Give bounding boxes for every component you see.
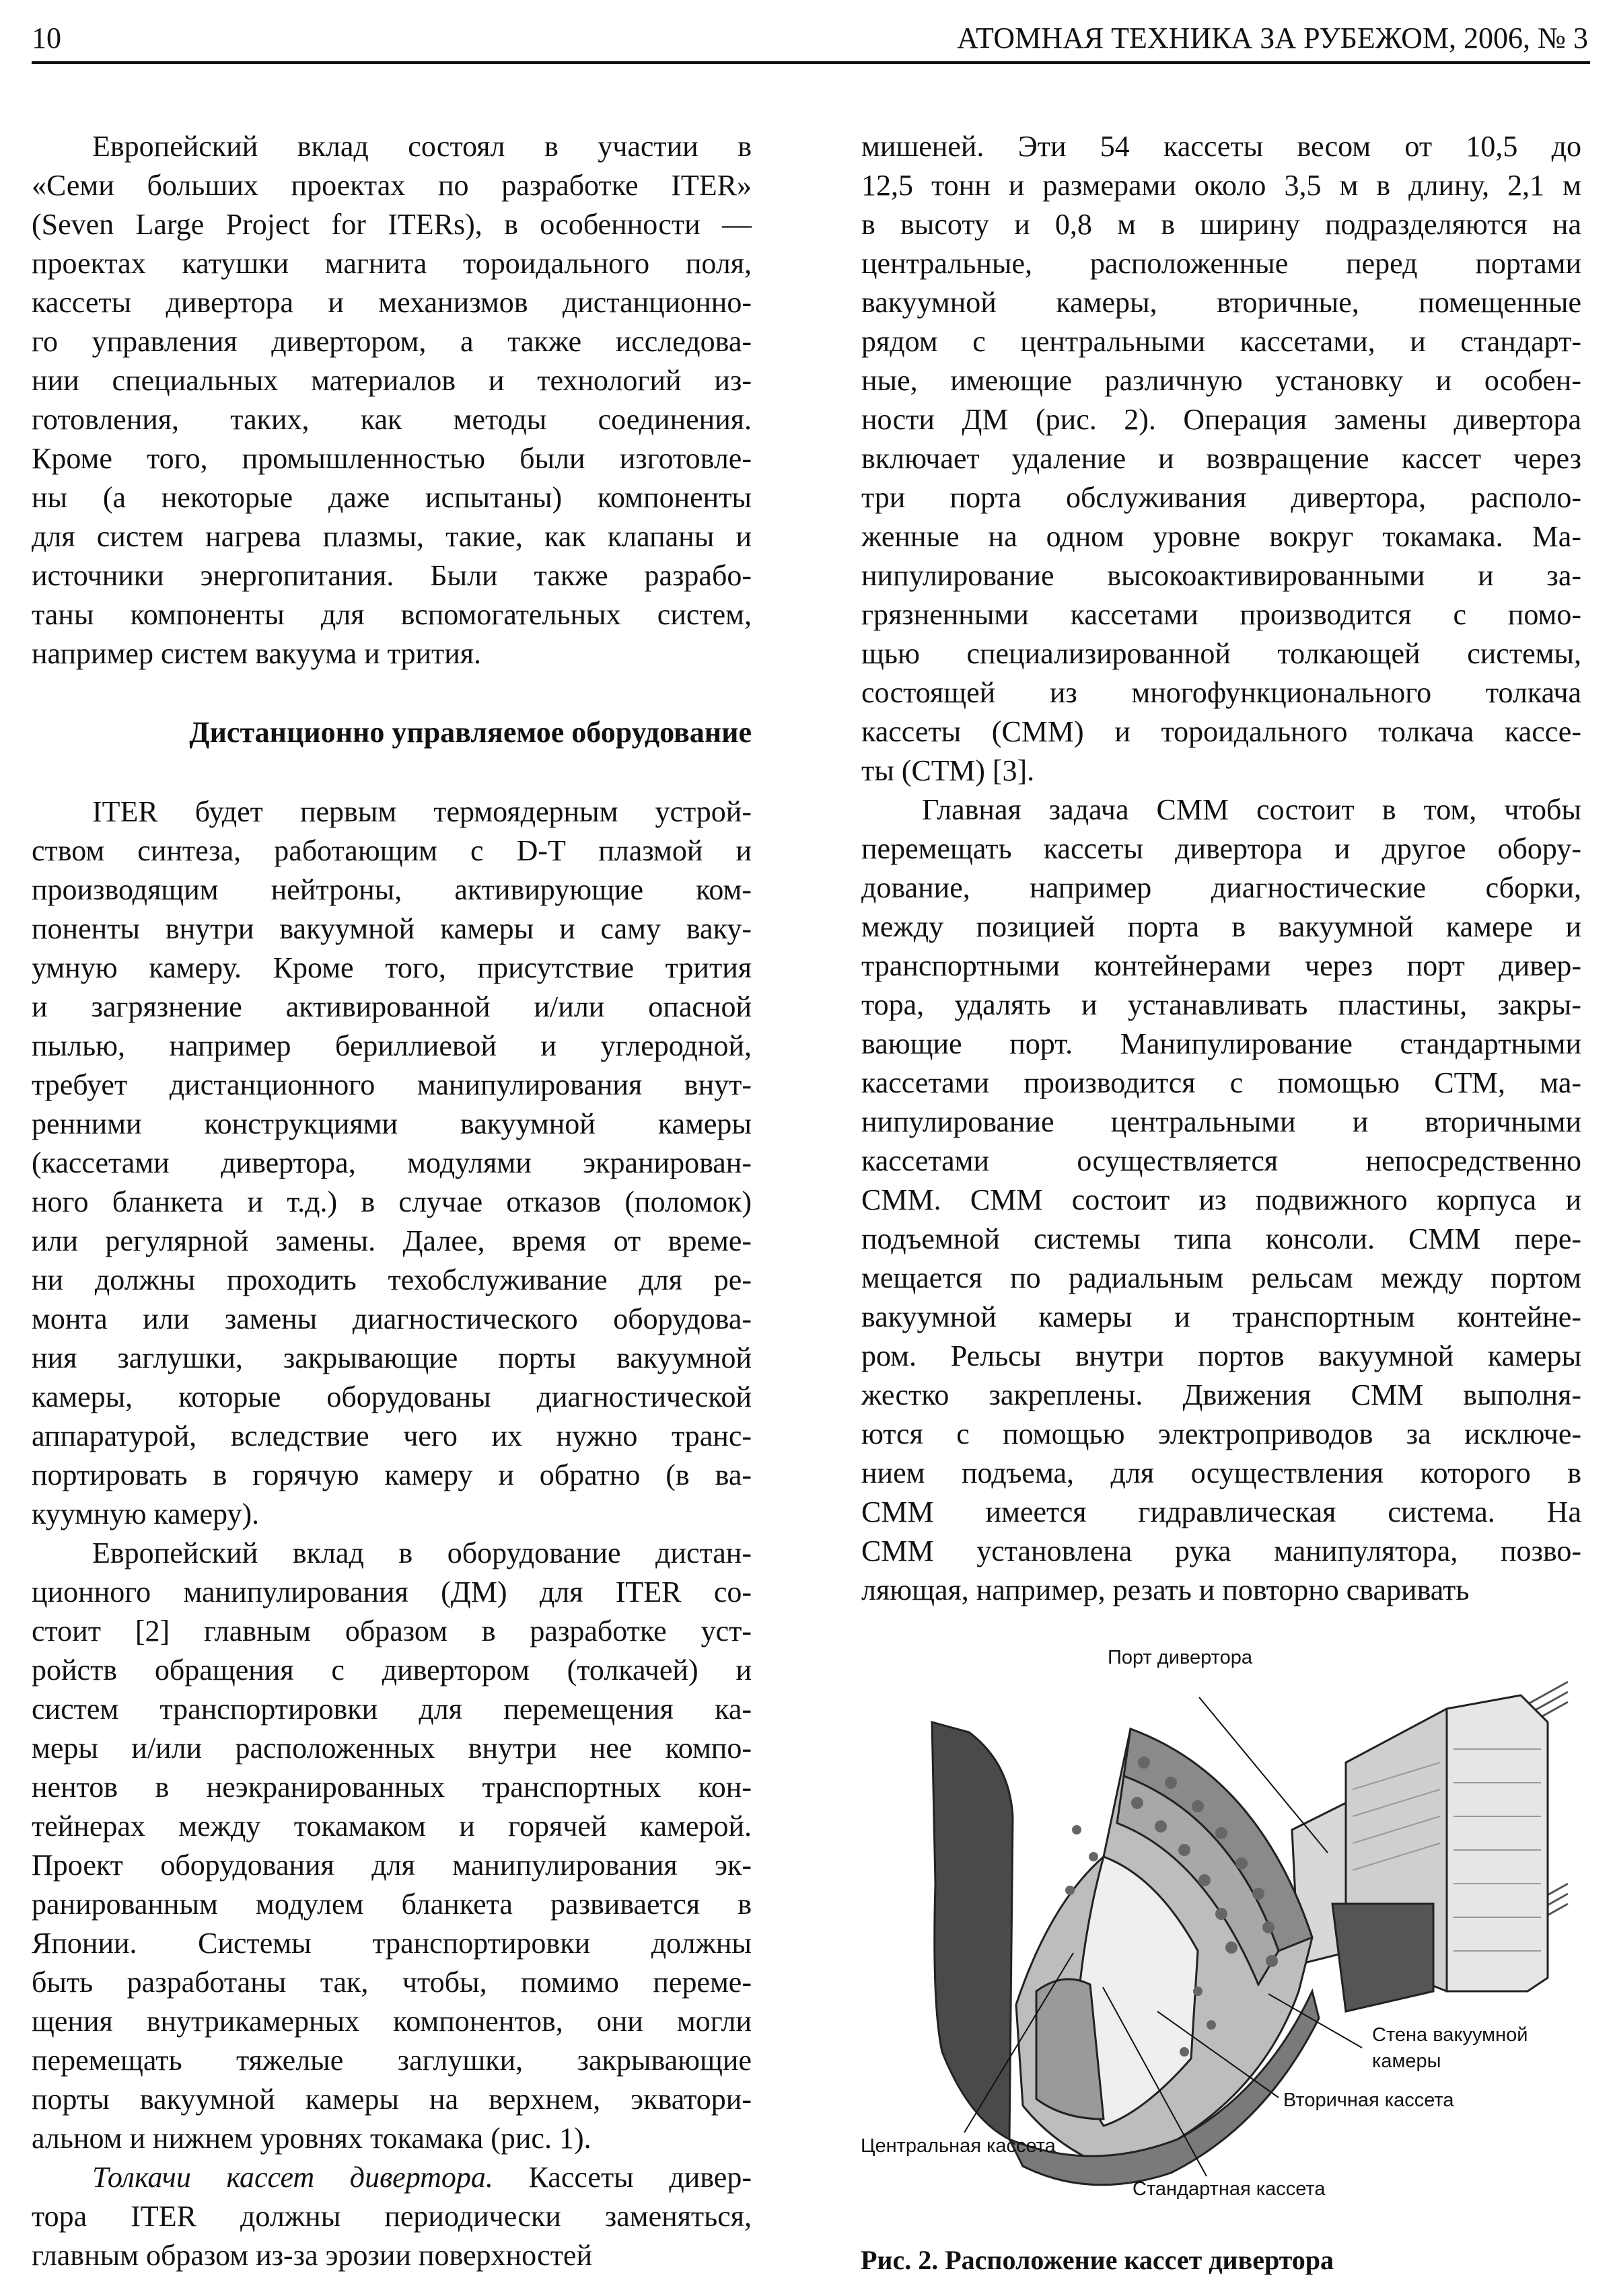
text-line: тора ITER должны периодически заменяться,	[32, 2200, 752, 2233]
text-line: готовления, таких, как методы соединения.	[32, 403, 752, 436]
text-line: кассетами производится с помощью СТМ, ма-	[861, 1066, 1581, 1099]
text-line: таны компоненты для вспомогательных систем,	[32, 598, 752, 631]
text-line: перемещать тяжелые заглушки, закрывающие	[32, 2044, 752, 2077]
text-line: (Seven Large Project for ITERs), в особенности —	[32, 208, 752, 241]
figure-caption: Рис. 2. Расположение кассет дивертора	[861, 2245, 1334, 2275]
text-line: производящим нейтроны, активирующие ком-	[32, 873, 752, 906]
text-line: Главная задача СММ состоит в том, чтобы	[922, 793, 1581, 826]
text-line: нипулирование высокоактивированными и за-	[861, 559, 1581, 592]
label-secondary-cassette: Вторичная кассета	[1283, 2089, 1454, 2111]
text-line: источники энергопитания. Были также разрабо-	[32, 559, 752, 592]
text-line: стоит [2] главным образом в разработке уст-	[32, 1615, 752, 1647]
label-central-cassette: Центральная кассета	[861, 2135, 1056, 2157]
text-line: вакуумной камеры, вторичные, помещенные	[861, 286, 1581, 319]
label-vessel-wall-2: камеры	[1372, 2050, 1441, 2072]
text-line: состоящей из многофункционального толкача	[861, 676, 1581, 709]
text-line: требует дистанционного манипулирования внут-	[32, 1068, 752, 1101]
text-line: перемещать кассеты дивертора и другое обору-	[861, 832, 1581, 865]
journal-title: АТОМНАЯ ТЕХНИКА ЗА РУБЕЖОМ, 2006, № 3	[957, 22, 1588, 54]
text-line: ные, имеющие различную установку и особен-	[861, 364, 1581, 397]
text-line: го управления дивертором, а также исследова-	[32, 325, 752, 358]
text-line: кассетами осуществляется непосредственно	[861, 1144, 1581, 1177]
text-line: рядом с центральными кассетами, и стандарт-	[861, 325, 1581, 358]
text-line: ты (СТМ) [3].	[861, 754, 1035, 787]
label-vessel-wall: Стена вакуумной	[1372, 2024, 1528, 2046]
text-line: щения внутрикамерных компонентов, они могли	[32, 2005, 752, 2038]
text-line: ром. Рельсы внутри портов вакуумной камеры	[861, 1339, 1581, 1372]
text-line: «Семи больших проектах по разработке ITER»	[32, 169, 752, 202]
text-line: монта или замены диагностического оборудова-	[32, 1302, 752, 1335]
text-line: подъемной системы типа консоли. СММ пере-	[861, 1222, 1581, 1255]
text-line: в высоту и 0,8 м в ширину подразделяются на	[861, 208, 1581, 241]
text-line: ройств обращения с дивертором (толкачей) и	[32, 1654, 752, 1687]
text-line: проектах катушки магнита тороидального поля,	[32, 247, 752, 280]
text-line: например систем вакуума и трития.	[32, 637, 482, 670]
text-line: транспортными контейнерами через порт дивер-	[861, 949, 1581, 982]
text-line: ранированным модулем бланкета развивается в	[32, 1888, 752, 1921]
heading-text: Дистанционно управляемое оборудование	[189, 716, 752, 749]
text-line: куумную камеру).	[32, 1497, 260, 1530]
text-line: жестко закреплены. Движения СММ выполня-	[861, 1378, 1581, 1411]
text-line: СММ. СММ состоит из подвижного корпуса и	[861, 1183, 1581, 1216]
text-line: меры и/или расположенных внутри нее компо-	[32, 1732, 752, 1765]
text-line: вающие порт. Манипулирование стандартными	[861, 1027, 1581, 1060]
text-line: ляющая, например, резать и повторно сваривать	[861, 1573, 1470, 1606]
text-line: грязненными кассетами производится с помо-	[861, 598, 1581, 631]
text-line: ством синтеза, работающим с D-T плазмой и	[32, 834, 752, 867]
text-line: ния заглушки, закрывающие порты вакуумной	[32, 1341, 752, 1374]
text-line: между позицией порта в вакуумной камере и	[861, 910, 1581, 943]
text-line: ного бланкета и т.д.) в случае отказов (поломок)	[32, 1185, 752, 1218]
text-line: умную камеру. Кроме того, присутствие трития	[32, 951, 752, 984]
text-line: поненты внутри вакуумной камеры и саму ваку-	[32, 912, 752, 945]
text-line: женные на одном уровне вокруг токамака. Ма-	[861, 520, 1581, 553]
text-line: альном и нижнем уровнях токамака (рис. 1).	[32, 2122, 591, 2155]
text-line: и загрязнение активированной и/или опасной	[32, 990, 752, 1023]
text-line: аппаратурой, вследствие чего их нужно транс-	[32, 1419, 752, 1452]
text-line: Европейский вклад в оборудование дистан-	[92, 1536, 752, 1569]
text-line: ются с помощью электроприводов за исключе-	[861, 1417, 1581, 1450]
text-line: Кроме того, промышленностью были изготовле-	[32, 442, 752, 475]
text-line: дование, например диагностические сборки,	[861, 871, 1581, 904]
text-line: камеры, которые оборудованы диагностической	[32, 1380, 752, 1413]
text-line: 12,5 тонн и размерами около 3,5 м в длину, 2,1 м	[861, 169, 1581, 202]
text-line: порты вакуумной камеры на верхнем, экватори-	[32, 2083, 752, 2116]
text-line: Японии. Системы транспортировки должны	[32, 1927, 752, 1960]
text-line: нипулирование центральными и вторичными	[861, 1105, 1581, 1138]
text-line: систем транспортировки для перемещения ка-	[32, 1693, 752, 1726]
text-line: для систем нагрева плазмы, такие, как клапаны и	[32, 520, 752, 553]
text-line: щью специализированной толкающей системы,	[861, 637, 1581, 670]
text-line: нием подъема, для осуществления которого в	[861, 1456, 1581, 1489]
text-line: три порта обслуживания дивертора, располо-	[861, 481, 1581, 514]
text-line: включает удаление и возвращение кассет через	[861, 442, 1581, 475]
figure-illustration	[932, 1682, 1568, 2185]
text-line: ности ДМ (рис. 2). Операция замены дивертора	[861, 403, 1581, 436]
text-line: (кассетами дивертора, модулями экранирован-	[32, 1146, 752, 1179]
text-line: ITER будет первым термоядерным устрой-	[92, 795, 752, 828]
label-standard-cassette: Стандартная кассета	[1133, 2178, 1326, 2200]
italic-run-in-heading: Толкачи кассет дивертора.	[92, 2161, 493, 2194]
label-divertor-port: Порт дивертора	[1108, 1647, 1252, 1668]
text-line: пылью, например бериллиевой и углеродной,	[32, 1029, 752, 1062]
page-number: 10	[32, 22, 61, 54]
text-line: вакуумной камеры и транспортным контейне-	[861, 1300, 1581, 1333]
text-line: ны (а некоторые даже испытаны) компоненты	[32, 481, 752, 514]
text-line: нии специальных материалов и технологий из-	[32, 364, 752, 397]
vessel-panel	[932, 1722, 1013, 2139]
text-line: ни должны проходить техобслуживание для ре-	[32, 1263, 752, 1296]
text-line: центральные, расположенные перед портами	[861, 247, 1581, 280]
text-line: быть разработаны так, чтобы, помимо переме-	[32, 1966, 752, 1999]
text-line: нентов в неэкранированных транспортных кон-	[32, 1771, 752, 1804]
text-line: мишеней. Эти 54 кассеты весом от 10,5 до	[861, 130, 1581, 163]
text-line: тора, удалять и устанавливать пластины, закры-	[861, 988, 1581, 1021]
text-line: Проект оборудования для манипулирования эк-	[32, 1849, 752, 1882]
text-line: кассеты (СММ) и тороидального толкача кассе-	[861, 715, 1581, 748]
text-run: Кассеты дивер-	[493, 2161, 752, 2194]
text-line: ренними конструкциями вакуумной камеры	[32, 1107, 752, 1140]
text-line: тейнерах между токамаком и горячей камерой.	[32, 1810, 752, 1843]
text-line: ционного манипулирования (ДМ) для ITER со-	[32, 1576, 752, 1608]
text-line: кассеты дивертора и механизмов дистанционно-	[32, 286, 752, 319]
text-line: СММ установлена рука манипулятора, позво-	[861, 1534, 1581, 1567]
text-line: СММ имеется гидравлическая система. На	[861, 1495, 1581, 1528]
text-line: Европейский вклад состоял в участии в	[92, 130, 752, 163]
text-line: портировать в горячую камеру и обратно (в ва-	[32, 1458, 752, 1491]
text-line: или регулярной замены. Далее, время от време-	[32, 1224, 752, 1257]
text-line: главным образом из-за эрозии поверхностей	[32, 2239, 592, 2272]
text-line: мещается по радиальным рельсам между портом	[861, 1261, 1581, 1294]
